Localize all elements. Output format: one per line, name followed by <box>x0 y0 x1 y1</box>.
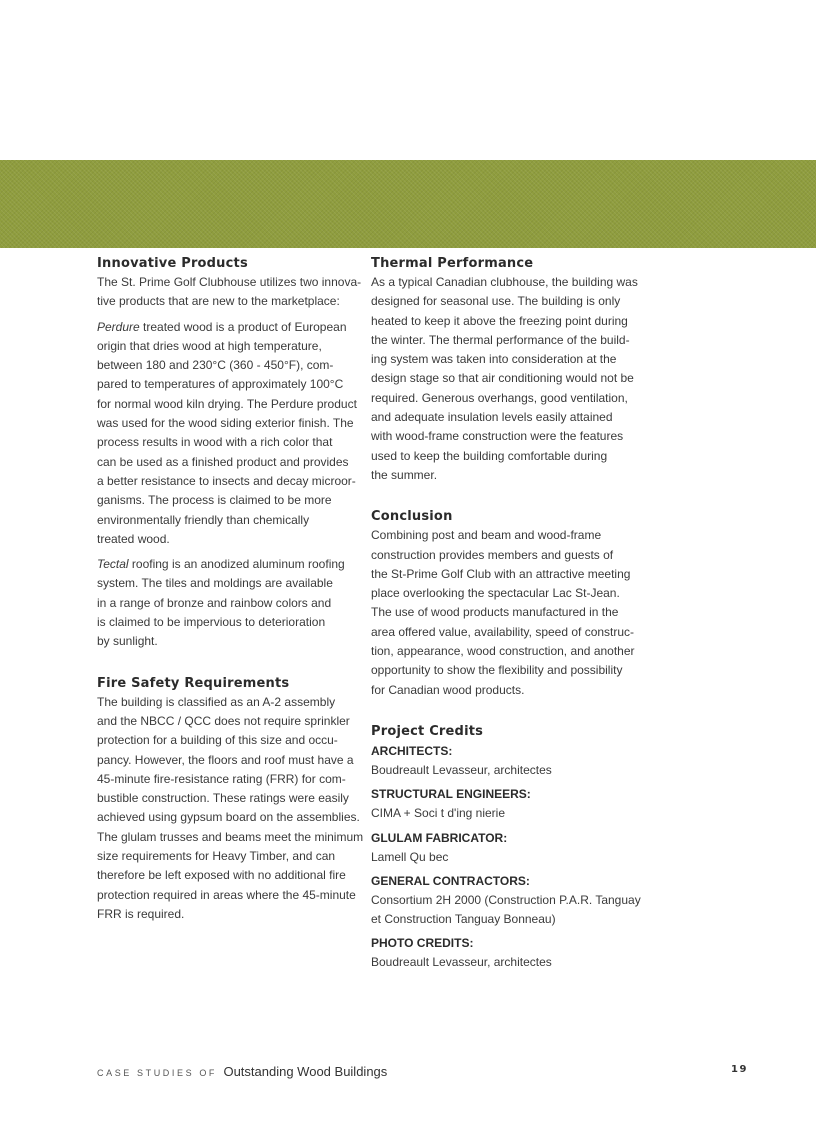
credit-value-architects <box>371 761 623 780</box>
heading-project-credits: Project Credits <box>371 723 484 739</box>
text-line: size requirements for Heavy Timber, and can <box>97 849 336 864</box>
text-line: required. Generous overhangs, good ventilation, <box>371 390 628 405</box>
paragraph-innovative-intro <box>97 273 362 312</box>
heading-conclusion: Conclusion <box>371 509 453 525</box>
text-line: and adequate insulation levels easily attained <box>371 410 613 425</box>
footer-prefix: CASE STUDIES OF <box>97 1068 218 1078</box>
term-tectal: Tectal <box>97 557 129 572</box>
credit-value-photo-credits <box>371 953 623 972</box>
text-line: 45-minute fire-resistance rating (FRR) for com- <box>97 771 346 786</box>
text-line: tive products that are new to the marketplace: <box>97 294 340 309</box>
text-line: pared to temperatures of approximately 100°C <box>97 377 344 392</box>
header-banner <box>0 160 816 248</box>
text-line: the St-Prime Golf Club with an attractive meeting <box>371 566 631 581</box>
text-line: opportunity to show the flexibility and possibility <box>371 663 623 678</box>
credit-label-general-contractors: GENERAL CONTRACTORS: <box>371 873 530 888</box>
text-line: environmentally friendly than chemically <box>97 512 310 527</box>
text-line: protection for a building of this size and occu- <box>97 733 338 748</box>
spacer <box>371 706 623 724</box>
text-line: The use of wood products manufactured in the <box>371 605 619 620</box>
text-line: for Canadian wood products. <box>371 682 525 697</box>
heading-fire-safety: Fire Safety Requirements <box>97 675 290 691</box>
text-line: bustible construction. These ratings were easily <box>97 791 349 806</box>
text-line: treated wood. <box>97 531 170 546</box>
text-line: was used for the wood siding exterior finish. The <box>97 416 354 431</box>
heading-innovative-products: Innovative Products <box>97 256 248 271</box>
credit-value-glulam-fabricator <box>371 848 623 867</box>
text-line: the winter. The thermal performance of the build- <box>371 332 630 347</box>
text-line: construction provides members and guests of <box>371 547 614 562</box>
text-line: with wood-frame construction were the features <box>371 429 624 444</box>
text-line: can be used as a finished product and provides <box>97 454 349 469</box>
text-line: Boudreault Levasseur, architectes <box>371 955 552 970</box>
text-line: place overlooking the spectacular Lac St-Jean. <box>371 586 620 601</box>
text-line: and the NBCC / QCC does not require sprinkler <box>97 713 350 728</box>
paragraph-perdure <box>97 318 357 550</box>
text-line: CIMA + Soci t d'ing nierie <box>371 806 506 821</box>
credit-label-photo-credits: PHOTO CREDITS: <box>371 936 474 951</box>
term-perdure: Perdure <box>97 319 140 334</box>
text-line: The glulam trusses and beams meet the minimum <box>97 829 364 844</box>
left-column <box>97 256 364 930</box>
text-line: the summer. <box>371 467 438 482</box>
text-line: FRR is required. <box>97 906 185 921</box>
text-line: Consortium 2H 2000 (Construction P.A.R. Tanguay <box>371 892 641 907</box>
text-line: is claimed to be impervious to deterioration <box>97 615 326 630</box>
text-line: heated to keep it above the freezing point during <box>371 313 628 328</box>
credit-label-structural-engineers: STRUCTURAL ENGINEERS: <box>371 787 531 802</box>
text-line: The building is classified as an A-2 assembly <box>97 694 336 709</box>
text-line: between 180 and 230°C (360 - 450°F), com- <box>97 358 334 373</box>
text-fragment: roofing is an anodized aluminum roofing <box>128 557 345 572</box>
footer-title: Outstanding Wood Buildings <box>223 1064 388 1079</box>
text-line: origin that dries wood at high temperature, <box>97 338 322 353</box>
text-line: protection required in areas where the 45-minute <box>97 887 356 902</box>
credit-label-glulam-fabricator: GLULAM FABRICATOR: <box>371 830 508 845</box>
text-line: tion, appearance, wood construction, and another <box>371 644 635 659</box>
text-line: As a typical Canadian clubhouse, the building was <box>371 275 638 289</box>
text-fragment: treated wood is a product of European <box>139 319 347 334</box>
text-line <box>97 555 349 574</box>
text-line: area offered value, availability, speed of construc- <box>371 624 635 639</box>
text-line: achieved using gypsum board on the assemblies. <box>97 810 360 825</box>
paragraph-tectal <box>97 555 349 651</box>
text-line: in a range of bronze and rainbow colors and <box>97 595 332 610</box>
text-line: design stage so that air conditioning would not be <box>371 371 634 386</box>
page-number: 19 <box>731 1064 748 1075</box>
text-line: The St. Prime Golf Clubhouse utilizes two innova- <box>97 275 362 289</box>
text-line: et Construction Tanguay Bonneau) <box>371 912 556 927</box>
text-line: by sunlight. <box>97 634 158 649</box>
text-line: Boudreault Levasseur, architectes <box>371 762 552 777</box>
text-line: used to keep the building comfortable during <box>371 448 608 463</box>
text-line: Combining post and beam and wood-frame <box>371 528 602 543</box>
paragraph-conclusion <box>371 526 635 700</box>
text-line: ganisms. The process is claimed to be more <box>97 493 332 508</box>
text-line: Lamell Qu bec <box>371 849 449 864</box>
text-line: designed for seasonal use. The building is only <box>371 294 621 309</box>
text-line: for normal wood kiln drying. The Perdure product <box>97 396 357 411</box>
paragraph-thermal <box>371 273 638 485</box>
footer-publication-title <box>97 1063 387 1081</box>
credit-label-architects: ARCHITECTS: <box>371 743 453 758</box>
text-line <box>97 318 349 337</box>
text-line: ing system was taken into consideration at the <box>371 352 617 367</box>
spacer <box>97 658 349 676</box>
text-line: process results in wood with a rich color that <box>97 435 333 450</box>
text-line: pancy. However, the floors and roof must have a <box>97 752 354 767</box>
spacer <box>371 491 623 509</box>
text-line: system. The tiles and moldings are available <box>97 576 333 591</box>
credit-value-general-contractors <box>371 891 641 930</box>
text-line: therefore be left exposed with no additional fire <box>97 868 346 883</box>
text-line: a better resistance to insects and decay microor- <box>97 473 356 488</box>
credit-value-structural-engineers <box>371 804 623 823</box>
right-column <box>371 256 641 979</box>
heading-thermal-performance: Thermal Performance <box>371 256 534 271</box>
paragraph-fire-safety <box>97 693 364 925</box>
